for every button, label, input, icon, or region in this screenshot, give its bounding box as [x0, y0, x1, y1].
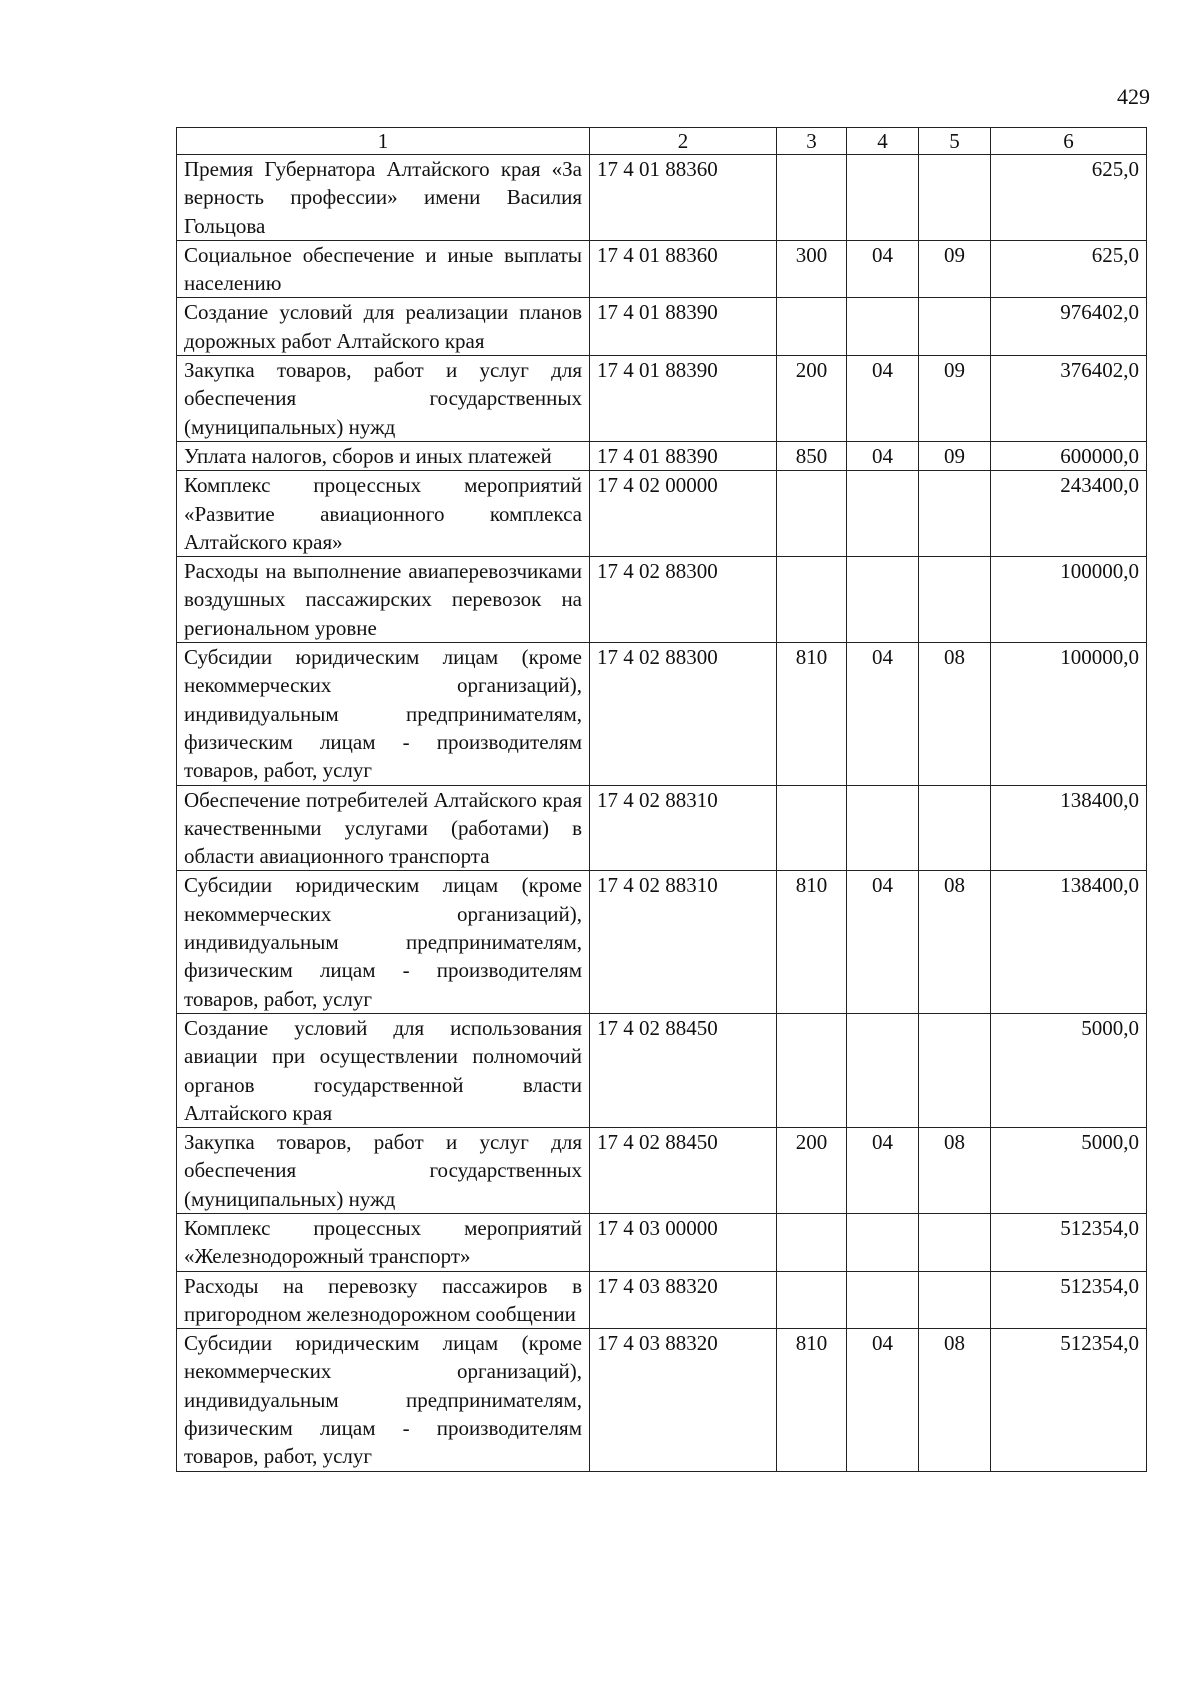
table-row	[177, 1128, 1147, 1214]
table-row	[177, 240, 1147, 298]
section-cell	[847, 557, 919, 643]
header-row	[177, 128, 1147, 155]
expense-name-cell: Создание условий для использования авиации при осуществлении полномочий органов государственной власти Алтайского края	[177, 1013, 590, 1127]
expense-type-cell	[777, 1271, 847, 1329]
amount-cell: 5000,0	[991, 1013, 1147, 1127]
expense-name-cell: Закупка товаров, работ и услуг для обеспечения государственных (муниципальных) нужд	[177, 1128, 590, 1214]
expense-name-cell: Уплата налогов, сборов и иных платежей	[177, 441, 590, 470]
section-cell: 04	[847, 643, 919, 785]
subsection-cell: 09	[919, 240, 991, 298]
amount-cell: 512354,0	[991, 1271, 1147, 1329]
amount-cell: 5000,0	[991, 1128, 1147, 1214]
amount-cell: 600000,0	[991, 441, 1147, 470]
amount-cell: 512354,0	[991, 1213, 1147, 1271]
expense-type-cell	[777, 557, 847, 643]
target-code-cell: 17 4 02 00000	[590, 471, 777, 557]
subsection-cell	[919, 1013, 991, 1127]
section-cell: 04	[847, 1329, 919, 1471]
expense-name-cell: Расходы на выполнение авиаперевозчиками воздушных пассажирских перевозок на региональном уровне	[177, 557, 590, 643]
expense-name-cell: Субсидии юридическим лицам (кроме некоммерческих организаций), индивидуальным предпринимателям, физическим лицам - производителям товаров, работ, услуг	[177, 871, 590, 1013]
table-row	[177, 356, 1147, 442]
subsection-cell	[919, 1213, 991, 1271]
expense-type-cell	[777, 1213, 847, 1271]
subsection-cell	[919, 557, 991, 643]
table-row	[177, 785, 1147, 871]
expense-type-cell	[777, 471, 847, 557]
amount-cell: 376402,0	[991, 356, 1147, 442]
section-cell: 04	[847, 356, 919, 442]
table-row	[177, 1271, 1147, 1329]
column-header-4: 4	[847, 128, 919, 155]
table-row	[177, 1213, 1147, 1271]
subsection-cell	[919, 298, 991, 356]
column-header-6: 6	[991, 128, 1147, 155]
section-cell	[847, 298, 919, 356]
table-row	[177, 557, 1147, 643]
section-cell: 04	[847, 871, 919, 1013]
table-header	[177, 128, 1147, 155]
expense-type-cell: 200	[777, 356, 847, 442]
target-code-cell: 17 4 02 88310	[590, 785, 777, 871]
target-code-cell: 17 4 02 88300	[590, 643, 777, 785]
expense-name-cell: Обеспечение потребителей Алтайского края качественными услугами (работами) в области авиационного транспорта	[177, 785, 590, 871]
expense-type-cell: 810	[777, 871, 847, 1013]
subsection-cell	[919, 155, 991, 241]
amount-cell: 625,0	[991, 240, 1147, 298]
expense-name-cell: Субсидии юридическим лицам (кроме некоммерческих организаций), индивидуальным предпринимателям, физическим лицам - производителям товаров, работ, услуг	[177, 643, 590, 785]
section-cell	[847, 1013, 919, 1127]
target-code-cell: 17 4 01 88390	[590, 298, 777, 356]
subsection-cell: 08	[919, 1128, 991, 1214]
section-cell	[847, 155, 919, 241]
table-row	[177, 1013, 1147, 1127]
section-cell: 04	[847, 1128, 919, 1214]
column-header-5: 5	[919, 128, 991, 155]
expense-type-cell: 200	[777, 1128, 847, 1214]
expense-name-cell: Расходы на перевозку пассажиров в пригородном железнодорожном сообщении	[177, 1271, 590, 1329]
target-code-cell: 17 4 01 88390	[590, 356, 777, 442]
section-cell	[847, 1213, 919, 1271]
expense-name-cell: Премия Губернатора Алтайского края «За верность профессии» имени Василия Гольцова	[177, 155, 590, 241]
expense-name-cell: Комплекс процессных мероприятий «Развитие авиационного комплекса Алтайского края»	[177, 471, 590, 557]
section-cell	[847, 471, 919, 557]
expense-type-cell: 810	[777, 1329, 847, 1471]
target-code-cell: 17 4 02 88310	[590, 871, 777, 1013]
subsection-cell: 09	[919, 356, 991, 442]
section-cell	[847, 1271, 919, 1329]
subsection-cell: 08	[919, 643, 991, 785]
table-row	[177, 441, 1147, 470]
subsection-cell	[919, 785, 991, 871]
expense-type-cell	[777, 785, 847, 871]
table-row	[177, 1329, 1147, 1471]
expense-name-cell: Закупка товаров, работ и услуг для обеспечения государственных (муниципальных) нужд	[177, 356, 590, 442]
amount-cell: 100000,0	[991, 643, 1147, 785]
expense-type-cell	[777, 155, 847, 241]
target-code-cell: 17 4 03 00000	[590, 1213, 777, 1271]
target-code-cell: 17 4 01 88390	[590, 441, 777, 470]
subsection-cell	[919, 1271, 991, 1329]
subsection-cell: 08	[919, 871, 991, 1013]
expense-type-cell: 810	[777, 643, 847, 785]
table-row	[177, 298, 1147, 356]
amount-cell: 976402,0	[991, 298, 1147, 356]
table-row	[177, 471, 1147, 557]
target-code-cell: 17 4 02 88450	[590, 1013, 777, 1127]
amount-cell: 625,0	[991, 155, 1147, 241]
target-code-cell: 17 4 01 88360	[590, 155, 777, 241]
section-cell: 04	[847, 441, 919, 470]
expense-name-cell: Создание условий для реализации планов дорожных работ Алтайского края	[177, 298, 590, 356]
table-row	[177, 643, 1147, 785]
subsection-cell: 09	[919, 441, 991, 470]
expense-type-cell: 300	[777, 240, 847, 298]
column-header-1: 1	[177, 128, 590, 155]
target-code-cell: 17 4 02 88450	[590, 1128, 777, 1214]
target-code-cell: 17 4 02 88300	[590, 557, 777, 643]
column-header-3: 3	[777, 128, 847, 155]
section-cell	[847, 785, 919, 871]
table-row	[177, 871, 1147, 1013]
expense-type-cell: 850	[777, 441, 847, 470]
expense-type-cell	[777, 298, 847, 356]
amount-cell: 138400,0	[991, 871, 1147, 1013]
expense-name-cell: Субсидии юридическим лицам (кроме некоммерческих организаций), индивидуальным предпринимателям, физическим лицам - производителям товаров, работ, услуг	[177, 1329, 590, 1471]
amount-cell: 512354,0	[991, 1329, 1147, 1471]
expense-type-cell	[777, 1013, 847, 1127]
subsection-cell: 08	[919, 1329, 991, 1471]
expense-name-cell: Комплекс процессных мероприятий «Железнодорожный транспорт»	[177, 1213, 590, 1271]
target-code-cell: 17 4 03 88320	[590, 1329, 777, 1471]
budget-table	[176, 127, 1147, 1472]
table-row	[177, 155, 1147, 241]
table-body	[177, 155, 1147, 1472]
amount-cell: 243400,0	[991, 471, 1147, 557]
column-header-2: 2	[590, 128, 777, 155]
expense-name-cell: Социальное обеспечение и иные выплаты населению	[177, 240, 590, 298]
section-cell: 04	[847, 240, 919, 298]
amount-cell: 138400,0	[991, 785, 1147, 871]
subsection-cell	[919, 471, 991, 557]
page-number: 429	[1117, 84, 1150, 109]
target-code-cell: 17 4 03 88320	[590, 1271, 777, 1329]
amount-cell: 100000,0	[991, 557, 1147, 643]
target-code-cell: 17 4 01 88360	[590, 240, 777, 298]
